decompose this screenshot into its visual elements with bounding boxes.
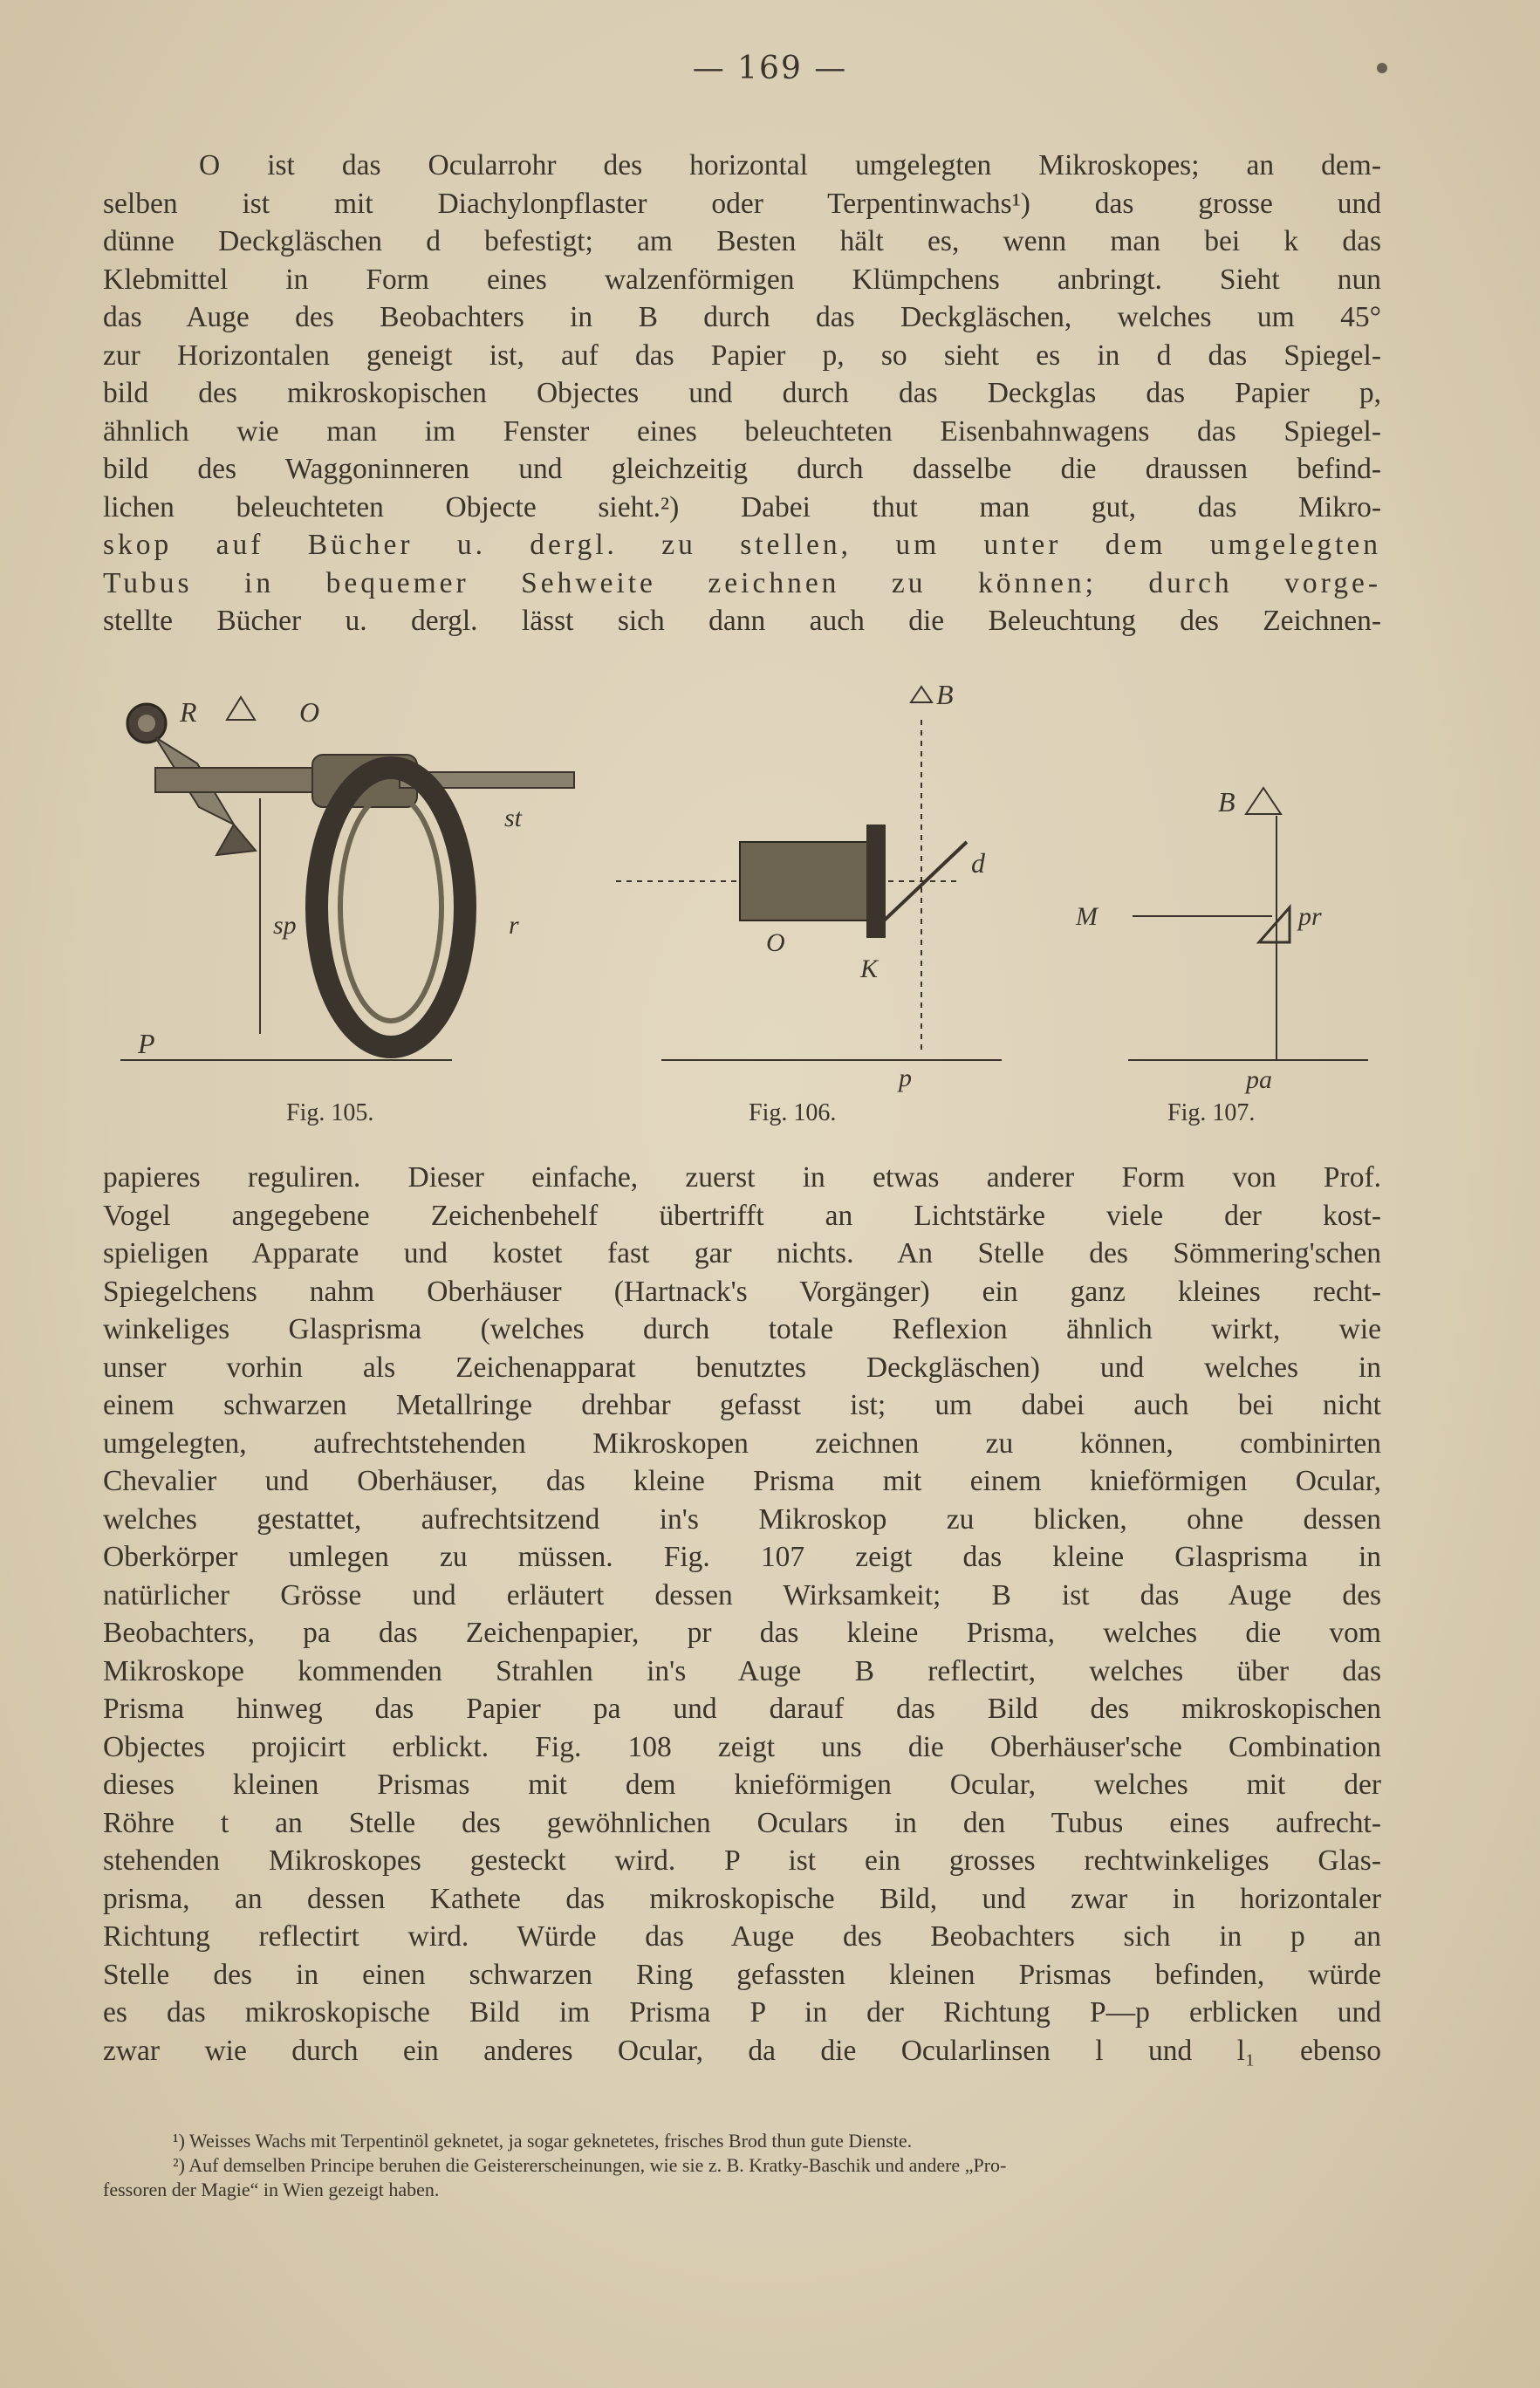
fig105-label-st: st bbox=[504, 804, 523, 832]
fig107-label-pa: pa bbox=[1246, 1065, 1272, 1094]
fig107-label-M: M bbox=[1076, 902, 1098, 931]
text-line: Röhre t an Stelle des gewöhnlichen Oculars in den Tubus eines aufrecht- bbox=[103, 1806, 1381, 1839]
page-mark bbox=[1377, 63, 1387, 73]
text-line: lichen beleuchteten Objecte sieht.²) Dabei thut man gut, das Mikro- bbox=[103, 490, 1381, 523]
text-line: Oberkörper umlegen zu müssen. Fig. 107 zeigt das kleine Glasprisma in bbox=[103, 1541, 1381, 1573]
fig106-label-d: d bbox=[971, 847, 985, 879]
fig106-label-B: B bbox=[936, 685, 954, 710]
fig107-label-B: B bbox=[1218, 786, 1235, 818]
fig105-label-R: R bbox=[180, 696, 197, 728]
fig106-label-p: p bbox=[899, 1064, 912, 1092]
text-line: es das mikroskopische Bild im Prisma P in der Richtung P—p erblicken und bbox=[103, 1996, 1381, 2029]
paragraph-bottom bbox=[103, 1159, 1381, 2070]
text-line: bild des mikroskopischen Objectes und durch das Deckglas das Papier p, bbox=[103, 377, 1381, 409]
fig106-label-K: K bbox=[860, 955, 879, 983]
text-line: spieligen Apparate und kostet fast gar nichts. An Stelle des Sömmering'schen bbox=[103, 1237, 1381, 1269]
text-line: Beobachters, pa das Zeichenpapier, pr das kleine Prisma, welches die vom bbox=[103, 1617, 1381, 1649]
text-line: Stelle des in einen schwarzen Ring gefassten kleinen Prismas befinden, würde bbox=[103, 1958, 1381, 1991]
fig107-drawing bbox=[1075, 786, 1368, 1094]
fig106-drawing bbox=[616, 685, 1002, 1092]
footnotes bbox=[103, 2129, 1381, 2202]
text-line: Klebmittel in Form eines walzenförmigen Klümpchens anbringt. Sieht nun bbox=[103, 263, 1381, 296]
text-line: Richtung reflectirt wird. Würde das Auge des Beobachters sich in p an bbox=[103, 1920, 1381, 1953]
text-line: Prisma hinweg das Papier pa und darauf das Bild des mikroskopischen bbox=[103, 1693, 1381, 1725]
fig105-label-r: r bbox=[509, 911, 519, 940]
text-line: Vogel angegebene Zeichenbehelf übertrifft an Lichtstärke viele der kost- bbox=[103, 1199, 1381, 1232]
text-line: selben ist mit Diachylonpflaster oder Terpentinwachs¹) das grosse und bbox=[103, 187, 1381, 220]
text-line: papieres reguliren. Dieser einfache, zuerst in etwas anderer Form von Prof. bbox=[103, 1161, 1381, 1194]
text-line: prisma, an dessen Kathete das mikroskopische Bild, und zwar in horizontaler bbox=[103, 1882, 1381, 1915]
text-line: zur Horizontalen geneigt ist, auf das Papier p, so sieht es in d das Spiegel- bbox=[103, 339, 1381, 372]
text-line: Mikroskope kommenden Strahlen in's Auge B reflectirt, welches über das bbox=[103, 1654, 1381, 1687]
figures-illustration bbox=[103, 685, 1386, 1095]
fig107-label-pr: pr bbox=[1298, 902, 1322, 931]
text-line: O ist das Ocularrohr des horizontal umgelegten Mikroskopes; an dem- bbox=[199, 149, 1381, 181]
page-number: — 169 — bbox=[692, 51, 848, 86]
fig105-label-sp: sp bbox=[273, 911, 297, 940]
text-line: winkeliges Glasprisma (welches durch totale Reflexion ähnlich wirkt, wie bbox=[103, 1313, 1381, 1345]
text-line: Objectes projicirt erblickt. Fig. 108 zeigt uns die Oberhäuser'sche Combination bbox=[103, 1730, 1381, 1763]
fig105-drawing bbox=[120, 696, 574, 1060]
text-line: natürlicher Grösse und erläutert dessen Wirksamkeit; B ist das Auge des bbox=[103, 1578, 1381, 1611]
text-line: stellte Bücher u. dergl. lässt sich dann auch die Beleuchtung des Zeichnen- bbox=[103, 605, 1381, 637]
text-line: Spiegelchens nahm Oberhäuser (Hartnack's Vorgänger) ein ganz kleines recht- bbox=[103, 1275, 1381, 1308]
footnote-2: ²) Auf demselben Principe beruhen die Geistererscheinungen, wie sie z. B. Kratky-Baschik und andere „Pro- bbox=[173, 2154, 1007, 2176]
text-line: welches gestattet, aufrechtsitzend in's Mikroskop zu blicken, ohne dessen bbox=[103, 1502, 1381, 1536]
fig107-caption: Fig. 107. bbox=[1167, 1099, 1256, 1126]
footnote-2-cont: fessoren der Magie“ in Wien gezeigt haben. bbox=[103, 2179, 440, 2200]
footnote-1: ¹) Weisses Wachs mit Terpentinöl geknetet, ja sogar geknetetes, frisches Brod thun gute Dienste. bbox=[173, 2130, 913, 2152]
text-line: dieses kleinen Prismas mit dem knieförmigen Ocular, welches mit der bbox=[103, 1769, 1381, 1801]
text-line: unser vorhin als Zeichenapparat benutztes Deckgläschen) und welches in bbox=[103, 1351, 1381, 1384]
figures-row bbox=[103, 685, 1386, 1139]
text-line: das Auge des Beobachters in B durch das Deckgläschen, welches um 45° bbox=[103, 301, 1381, 333]
text-line: Tubus in bequemer Sehweite zeichnen zu können; durch vorge- bbox=[103, 566, 1381, 599]
text-line: skop auf Bücher u. dergl. zu stellen, um unter dem umgelegten bbox=[103, 529, 1381, 561]
text-line: umgelegten, aufrechtstehenden Mikroskopen zeichnen zu können, combinirten bbox=[103, 1427, 1381, 1460]
text-line: einem schwarzen Metallringe drehbar gefasst ist; um dabei auch bei nicht bbox=[103, 1389, 1381, 1421]
text-line: dünne Deckgläschen d befestigt; am Besten hält es, wenn man bei k das bbox=[103, 225, 1381, 257]
text-line: ähnlich wie man im Fenster eines beleuchteten Eisenbahnwagens das Spiegel- bbox=[103, 414, 1381, 448]
paragraph-top bbox=[103, 147, 1381, 640]
fig106-caption: Fig. 106. bbox=[749, 1099, 837, 1126]
fig105-caption: Fig. 105. bbox=[286, 1099, 374, 1126]
fig106-label-O: O bbox=[766, 928, 785, 957]
fig105-label-O: O bbox=[299, 696, 320, 728]
fig105-label-P: P bbox=[138, 1028, 155, 1059]
text-line: zwar wie durch ein anderes Ocular, da die Ocularlinsen l und l₁ ebenso bbox=[103, 2034, 1381, 2067]
text-line: Chevalier und Oberhäuser, das kleine Prisma mit einem knieförmigen Ocular, bbox=[103, 1465, 1381, 1497]
text-line: bild des Waggoninneren und gleichzeitig durch dasselbe die draussen befind- bbox=[103, 453, 1381, 485]
text-line: stehenden Mikroskopes gesteckt wird. P ist ein grosses rechtwinkeliges Glas- bbox=[103, 1844, 1381, 1877]
